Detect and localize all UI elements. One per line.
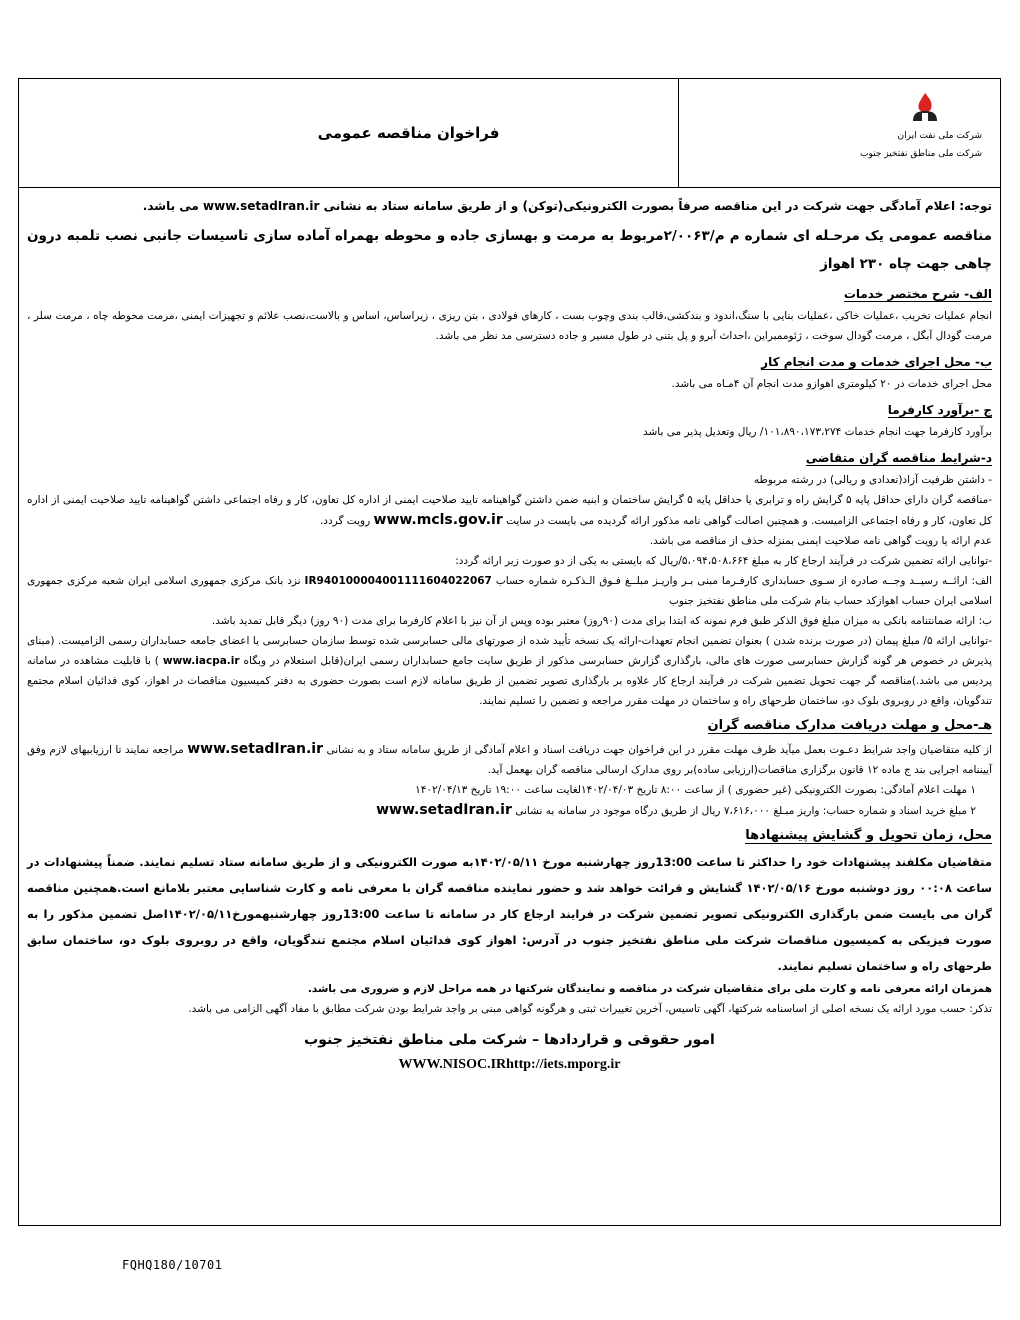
- section-d-deposit: الف: ارائــه رسیــد وجــه صادره از سـوی حسابداری کارفـرما مبنی بـر واریـز مبلــغ فـوق الـذکـره شماره حساب IR940100004001111604022067 نزد بانک مرکزی جمهوری اسلامی ایران شعبه مرکزی جمهوری اسلامی ایران حساب اهوازکد حساب بنام شرکت ملی مناطق نفتخیز جنوب: [27, 575, 993, 607]
- nioc-flame-logo-icon: [908, 91, 942, 125]
- note-tail: می باشد.: [142, 199, 199, 213]
- section-d-bank-guarantee: ب: ارائه ضمانتنامه بانکی به میزان مبلغ فوق الذکر طبق فرم نمونه که ابتدا برای مدت (۹۰روز) معتبر بوده وپس از آن نیز با اعلام کارفرما برای مدت (۹۰ روز) دیگر قابل تمدید باشد.: [211, 615, 992, 627]
- mcls-link[interactable]: www.mcls.gov.ir: [373, 512, 503, 528]
- section-d-guarantee: -توانایی ارائه تضمین شرکت در فرآیند ارجاع کار به مبلغ ۵،۰۹۴،۵۰۸،۶۶۴/ریال که بایستی به یکی از دو صورت زیر ارائه گردد:: [455, 555, 992, 567]
- section-d-financial: -توانایی ارائه ۵/ مبلغ پیمان (در صورت برنده شدن ) بعنوان تضمین انجام تعهدات-ارائه یک نسخه تأیید شده از صورتهای مالی حسابرسی شده توسط سازمان حسابرسی یا اعضای جامعه حسابداران رسمی الزامیست. (مبنای پذیرش در خصوص هر گونه گزارش حسابرسی صورت های مالی، بارگذاری گزارش حسابرسی مذکور از طریق سایت جامع حسابداران رسمی ایران(قابل استعلام در وبگاه www.iacpa.ir ) با قابلیت مشاهده در سامانه پردیس می باشد.)مناقصه گر جهت تحویل تضمین شرکت در فرآیند ارجاع کار علاوه بر بارگذاری تصویر تضمین از طریق سامانه لازم است بصورت حضوری به دفتر کمیسیون مناقصات در اهواز، کوی فدائیان اسلام مجتمع تندگویان، واقع در روبروی بلوک دو، ساختمان طرحهای راه و ساختمان در مهلت مقرر مراجعه و تضمین را تسلیم نمایند.: [27, 635, 992, 707]
- section-d-heading: د-شرایط مناقصه گران متقاضی: [805, 451, 992, 465]
- notice-body: [19, 188, 1000, 1077]
- page-title: فراخوان مناقصه عمومی: [317, 124, 500, 142]
- section-d-safety: عدم ارائه یا رویت گواهی نامه صلاحیت ایمنی بمنزله حذف از مناقصه می باشد.: [649, 535, 992, 547]
- note-text: توجه: اعلام آمادگی جهت شرکت در این مناقصه صرفاً بصورت الکترونیکی(توکن) و از طریق سامانه ستاد به نشانی: [323, 199, 992, 213]
- deadline-item: ۱ مهلت اعلام آمادگی: بصورت الکترونیکی (غیر حضوری ) از ساعت ۸:۰۰ تاریخ ۱۴۰۲/۰۴/۰۳لغایت ساعت ۱۹:۰۰ تاریخ ۱۴۰۲/۰۴/۱۳: [415, 784, 976, 796]
- section-c-text: برآورد کارفرما جهت انجام خدمات ۱۰۱،۸۹۰،۱۷۳،۲۷۴/ ریال وتعدیل پذیر می باشد: [642, 426, 992, 438]
- section-b-heading: ب- محل اجرای خدمات و مدت انجام کار: [761, 355, 992, 369]
- section-f-heading: محل، زمان تحویل و گشایش پیشنهادها: [745, 828, 992, 843]
- document-code: FQHQ180/10701: [122, 1258, 223, 1272]
- iacpa-link[interactable]: www.iacpa.ir: [162, 655, 240, 667]
- tender-notice: [18, 78, 1001, 1226]
- section-d-capacity: - داشتن ظرفیت آزاد(تعدادی و ریالی) در رشته مربوطه: [753, 474, 992, 486]
- section-a-text: انجام عملیات تخریب ،عملیات خاکی ،عملیات بنایی با سنگ،اندود و بندکشی،قالب بندی وچوب بست ، کارهای فولادی ، بتن ریزی ، زیراساس، اساس و بالاست،نصب علائم و تجهیزات ایمنی ،مرمت محوطه چاه ، مرمت سلر ، مرمت گودال آبگل ، مرمت گودال سوخت ، ژئوممبراین ،احداث آبرو و پل بتنی در طول مسیر و جاده دسترسی مد نظر می باشد.: [27, 310, 992, 342]
- section-b-text: محل اجرای خدمات در ۲۰ کیلومتری اهوازو مدت انجام آن ۴مـاه می باشد.: [671, 378, 992, 390]
- closing-note-2: تذکر: حسب مورد ارائه یک نسخه اصلی از اساسنامه شرکتها، آگهی تاسیس، آخرین تغییرات ثبتی و هرگونه گواهی مبنی بر واجد شرایط بودن شرکت مطابق با مفاد آگهی الزامی می باشد.: [188, 1003, 992, 1015]
- iban-number: IR940100004001111604022067: [304, 575, 492, 587]
- setad-link-3[interactable]: www.setadIran.ir: [376, 802, 512, 818]
- header: [19, 79, 1000, 188]
- section-e-heading: هـ-محل و مهلت دریافت مدارک مناقصه گران: [707, 718, 992, 733]
- setad-link[interactable]: www.setadIran.ir: [203, 199, 320, 213]
- notice-note: [27, 194, 992, 218]
- document-fee-item: ۲ مبلغ خرید اسناد و شماره حساب: واریز مبـلغ ۷،۶۱۶،۰۰۰ ریال از طریق درگاه موجود در سامانه به نشانی www.setadIran.ir: [376, 802, 976, 818]
- org-name-nioc: شرکت ملی نفت ایران: [897, 131, 982, 141]
- org-name-nisoc: شرکت ملی مناطق نفتخیز جنوب: [860, 149, 982, 159]
- section-c-heading: ج -برآورد کارفرما: [887, 403, 992, 417]
- section-f-text: متقاضیان مکلفند پیشنهادات خود را حداکثر تا ساعت 13:00روز چهارشنبه مورخ ۱۴۰۲/۰۵/۱۱به صورت الکترونیکی و از طریق سامانه ستاد تسلیم نمایند. ضمناً پیشنهادات در ساعت ۰۰:۰۸ روز دوشنبه مورخ ۱۴۰۲/۰۵/۱۶ گشایش و قرائت خواهد شد و حضور نماینده مناقصه گران با معرفی نامه و کارت شناسایی معتبر بلامانع است.همچنین مناقصه گران می بایست ضمن بارگذاری الکترونیکی تصویر تضمین شرکت در فرایند ارجاع کار در سامانه تا ساعت 13:00روز چهارشنبهمورخ۱۴۰۲/۰۵/۱۱اصل تضمین مذکور را به صورت فیزیکی به کمیسیون مناقصات شرکت ملی مناطق نفتخیز جنوب در آدرس: اهواز کوی فدائیان اسلام مجتمع تندگویان، واقع در روبروی بلوک دو، ساختمان سابق طرحهای راه و ساختمان تسلیم نمایند.: [27, 855, 992, 973]
- logo-cell: [678, 79, 1000, 187]
- tender-lead: مناقصه عمومی یک مرحـله ای شماره م م/۲/۰۰۶۳مربوط به مرمت و بهسازی جاده و محوطه بهمراه آماده سازی تاسیسات جانبی نصب تلمبه درون چاهی جهت چاه ۲۳۰ اهواز: [27, 228, 992, 272]
- section-d-qualification: -مناقصه گران دارای حداقل پایه ۵ گرایش راه و ترابری یا حداقل پایه ۵ گرایش ساختمان و ابنیه ضمن داشتن گواهینامه تایید صلاحیت ایمنی از اداره کل تعاون، کار و رفاه اجتماعی داشتن گواهینامه تایید صلاحیت ایمنی از اداره کل تعاون، کار و رفاه اجتماعی الزامیست. و همچنین اصالت گواهی نامه مذکور ارائه گردیده می بایست در سایت www.mcls.gov.ir رویت گردد.: [27, 494, 992, 528]
- setad-link-2[interactable]: www.setadIran.ir: [187, 741, 323, 757]
- footer-department: امور حقوقی و قراردادها – شرکت ملی مناطق نفتخیز جنوب: [304, 1032, 715, 1048]
- section-e-text: از کلیه متقاضیان واجد شرایط دعـوت بعمل میآید ظرف مهلت مقرر در این فراخوان جهت دریافت اسناد و اعلام آمادگی از طریق سامانه ستاد و به نشانی www.setadIran.ir مراجعه نمایند تا ارزیابیهای لازم وفق آییننامه اجرایی بند ج ماده ۱۲ قانون برگزاری مناقصات(ارزیابی ساده)بر روی مدارک ارسالی مناقصه گران بهعمل آید.: [27, 741, 992, 776]
- section-a-heading: الف- شرح مختصر خدمات: [843, 287, 992, 301]
- closing-note-1: همزمان ارائه معرفی نامه و کارت ملی برای متقاضیان شرکت در مناقصه و نمایندگان شرکتها در همه مراحل لازم و ضروری می باشد.: [307, 983, 992, 995]
- footer-websites[interactable]: WWW.NISOC.IRhttp://iets.mporg.ir: [398, 1057, 621, 1072]
